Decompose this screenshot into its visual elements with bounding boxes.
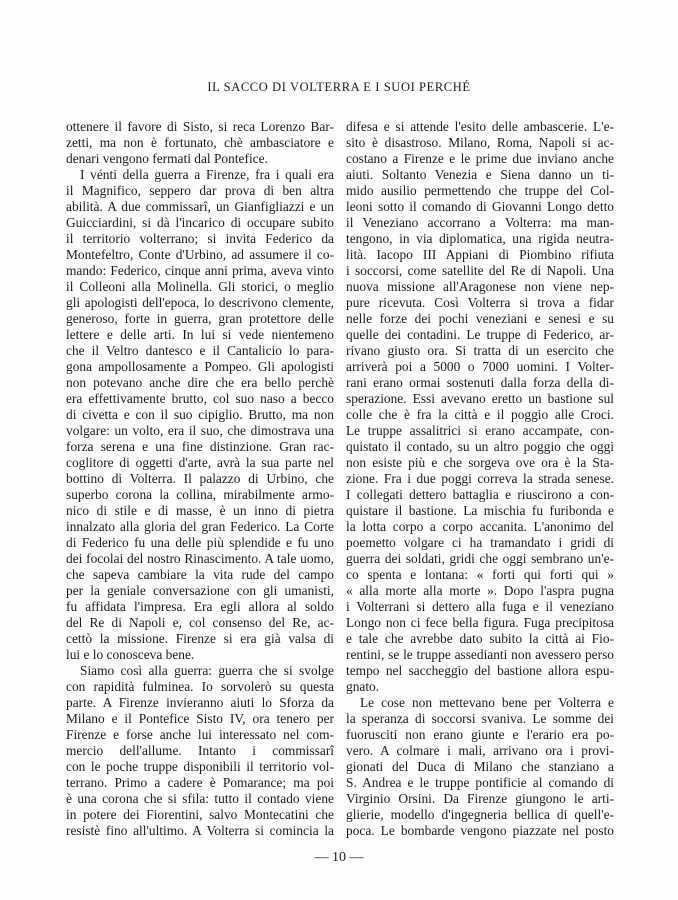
text-line: mercio dell'allume. Intanto i commissarî [66, 743, 334, 758]
text-line: lui e lo conosceva bene. [66, 647, 195, 662]
text-line: mando: Federico, cinque anni prima, aveva vinto [66, 263, 334, 278]
text-line: costano a Firenze e le prime due inviano anche [346, 151, 614, 166]
text-line: gnato. [346, 679, 380, 694]
text-line: la speranza di soccorsi svaniva. Le somme dei [346, 711, 614, 726]
text-line: con le poche truppe disponibili il territorio vol- [66, 759, 334, 774]
text-line: del Re di Napoli e, col consenso del Re, ac- [66, 615, 334, 630]
text-line: quelle dei contadini. Le truppe di Federico, ar- [346, 327, 614, 342]
text-line: Virginio Orsini. Da Firenze giungono le arti- [346, 791, 614, 806]
text-line: forza serena e una fine distinzione. Gran rac- [66, 439, 334, 454]
text-line: pure ricevuta. Così Volterra si trova a fidar [346, 295, 614, 310]
text-line: gli apologisti dell'epoca, lo descrivono clemente, [66, 295, 334, 310]
text-line: zetti, ma non è fortunato, chè ambasciatore e [66, 135, 334, 150]
text-line: Le cose non mettevano bene per Volterra e [360, 695, 614, 710]
text-line: di Federico fu una delle più splendide e fu uno [66, 535, 334, 550]
text-line: Siamo così alla guerra: guerra che si svolge [80, 663, 334, 678]
text-line: Le truppe assalitrici si erano accampate, con- [346, 423, 614, 438]
text-line: la lotta corpo a corpo accanita. L'anonimo del [346, 519, 614, 534]
text-line: I vénti della guerra a Firenze, fra i quali era [80, 167, 334, 182]
text-line: il Magnifico, seppero dar prova di ben altra [66, 183, 334, 198]
text-line: bottino di Volterra. Il palazzo di Urbino, che [66, 471, 334, 486]
text-line: terrano. Primo a cadere è Pomarance; ma poi [66, 775, 334, 790]
text-line: quistato il contado, su un altro poggio che oggi [346, 439, 614, 454]
text-line: poca. Le bombarde vengono piazzate nel posto [346, 823, 614, 838]
text-line: volgare: un volto, era il suo, che dimostrava una [66, 423, 334, 438]
text-line: tengono, in via diplomatica, una rigida neutra- [346, 231, 614, 246]
text-line: guerra dei soldati, gridi che oggi sembrano un'e- [346, 551, 614, 566]
running-title: IL SACCO DI VOLTERRA E I SUOI PERCHÉ [207, 80, 471, 94]
text-line: Longo non ci fece bella figura. Fuga precipitosa [346, 615, 614, 630]
text-line: di civetta e con il suo cipiglio. Brutto, ma non [66, 407, 334, 422]
text-line: Firenze e forse anche lui interessato nel com- [66, 727, 334, 742]
text-line: i Volterrani si dettero alla fuga e il veneziano [346, 599, 614, 614]
text-line: gona ampollosamente a Pompeo. Gli apologisti [66, 359, 334, 374]
text-line: superbo corona la collina, mirabilmente armo- [66, 487, 334, 502]
text-line: non esiste più e che sorgeva ove ora è la Sta- [346, 455, 614, 470]
text-line: vero. A colmare i mali, arrivano ora i provi- [346, 743, 614, 758]
text-line: quistare il bastione. La mischia fu furibonda e [346, 503, 614, 518]
text-line: con rapidità fulminea. Io sorvolerò su questa [66, 679, 334, 694]
text-line: Milano e il Pontefice Sisto IV, ora tenero per [66, 711, 334, 726]
left-text-column [66, 119, 334, 839]
text-line: Montefeltro, Conte d'Urbino, ad assumere il co- [66, 247, 334, 262]
text-line: dei focolai del nostro Rinascimento. A tale uomo, [66, 551, 334, 566]
text-line: per la geniale conversazione con gli umanisti, [66, 583, 334, 598]
text-line: fuorusciti non erano giunte e l'erario era po- [346, 727, 614, 742]
text-line: nico di stile e di masse, è un inno di pietra [66, 503, 334, 518]
text-line: non potevano anche dire che era bello perchè [66, 375, 334, 390]
text-line: colle che è fra la città e il poggio alle Croci. [346, 407, 614, 422]
text-line: il Colleoni alla Molinella. Gli storici, o meglio [66, 279, 334, 294]
text-line: S. Andrea e le truppe pontificie al comando di [346, 775, 614, 790]
text-line: co spenta e lontana: « forti qui forti qui » [346, 567, 614, 582]
text-line: sperazione. Essi avevano eretto un bastione sul [346, 391, 614, 406]
text-line: parte. A Firenze invieranno aiuti lo Sforza da [66, 695, 334, 710]
text-line: rani erano ormai sostenuti dalla forza della di- [346, 375, 614, 390]
text-line: che il Veltro dantesco e il Cantalicio lo para- [66, 343, 334, 358]
text-line: I collegati dettero battaglia e riuscirono a con- [346, 487, 614, 502]
page-number: — 10 — [314, 850, 364, 865]
text-line: Guicciardini, si dà l'incarico di occupare subito [66, 215, 334, 230]
text-line: difesa e si attende l'esito delle ambascerie. L'e- [346, 119, 614, 134]
text-line: ottenere il favore di Sisto, si reca Lorenzo Bar- [66, 119, 334, 134]
text-line: lità. Iacopo III Appiani di Piombino rifiuta [346, 247, 614, 262]
text-line: abilità. A due commissarî, un Gianfigliazzi e un [66, 199, 334, 214]
text-line: poemetto volgare ci ha tramandato i gridi di [346, 535, 614, 550]
text-line: lettere e delle arti. In lui si vede nientemeno [66, 327, 334, 342]
text-line: era effettivamente brutto, col suo naso a becco [66, 391, 334, 406]
text-line: sito è disastroso. Milano, Roma, Napoli si ac- [346, 135, 614, 150]
text-line: aiuti. Soltanto Venezia e Siena danno un ti- [346, 167, 614, 182]
text-line: in potere dei Fiorentini, salvo Montecatini che [66, 807, 334, 822]
text-line: che sapeva cambiare la vita rude del campo [66, 567, 334, 582]
text-line: arriverà poi a 5000 o 7000 uomini. I Volter- [346, 359, 614, 374]
text-line: resistè fino all'ultimo. A Volterra si comincia la [66, 823, 334, 838]
text-line: « alla morte alla morte ». Dopo l'aspra pugna [346, 583, 614, 598]
text-line: rivano giusto ora. Si tratta di un esercito che [346, 343, 614, 358]
text-line: rentini, se le truppe assedianti non avessero perso [346, 647, 614, 662]
text-line: nelle forze dei pochi veneziani e senesi e su [346, 311, 614, 326]
text-line: tempo nel saccheggio del bastione allora espu- [346, 663, 614, 678]
text-line: mido ausilio permettendo che truppe del Col- [346, 183, 614, 198]
text-line: leoni sotto il comando di Giovanni Longo detto [346, 199, 614, 214]
text-line: i soccorsi, come satellite del Re di Napoli. Una [346, 263, 614, 278]
text-line: il Veneziano accorrano a Volterra: ma man- [346, 215, 614, 230]
text-line: glierie, modello d'ingegneria bellica di quell'e- [346, 807, 614, 822]
text-line: gionati del Duca di Milano che stanziano a [346, 759, 614, 774]
text-line: cettò la missione. Firenze si era già valsa di [66, 631, 334, 646]
text-line: generoso, forte in guerra, gran protettore delle [66, 311, 334, 326]
text-line: nuova missione all'Aragonese non viene nep- [346, 279, 614, 294]
text-line: innalzato alla gloria del gran Federico. La Corte [66, 519, 334, 534]
right-text-column [346, 119, 614, 839]
text-line: denari vengono fermati dal Pontefice. [66, 151, 268, 166]
text-line: fu affidata l'impresa. Era egli allora al soldo [66, 599, 334, 614]
text-line: zione. Fra i due poggi correva la strada senese. [346, 471, 614, 486]
text-line: coglitore di oggetti d'arte, avrà la sua parte nel [66, 455, 334, 470]
text-line: è una corona che si sfila: tutto il contado viene [66, 791, 334, 806]
text-line: e tale che avrebbe dato subito la città ai Fio- [346, 631, 614, 646]
text-line: il territorio volterrano; si invita Federico da [66, 231, 334, 246]
